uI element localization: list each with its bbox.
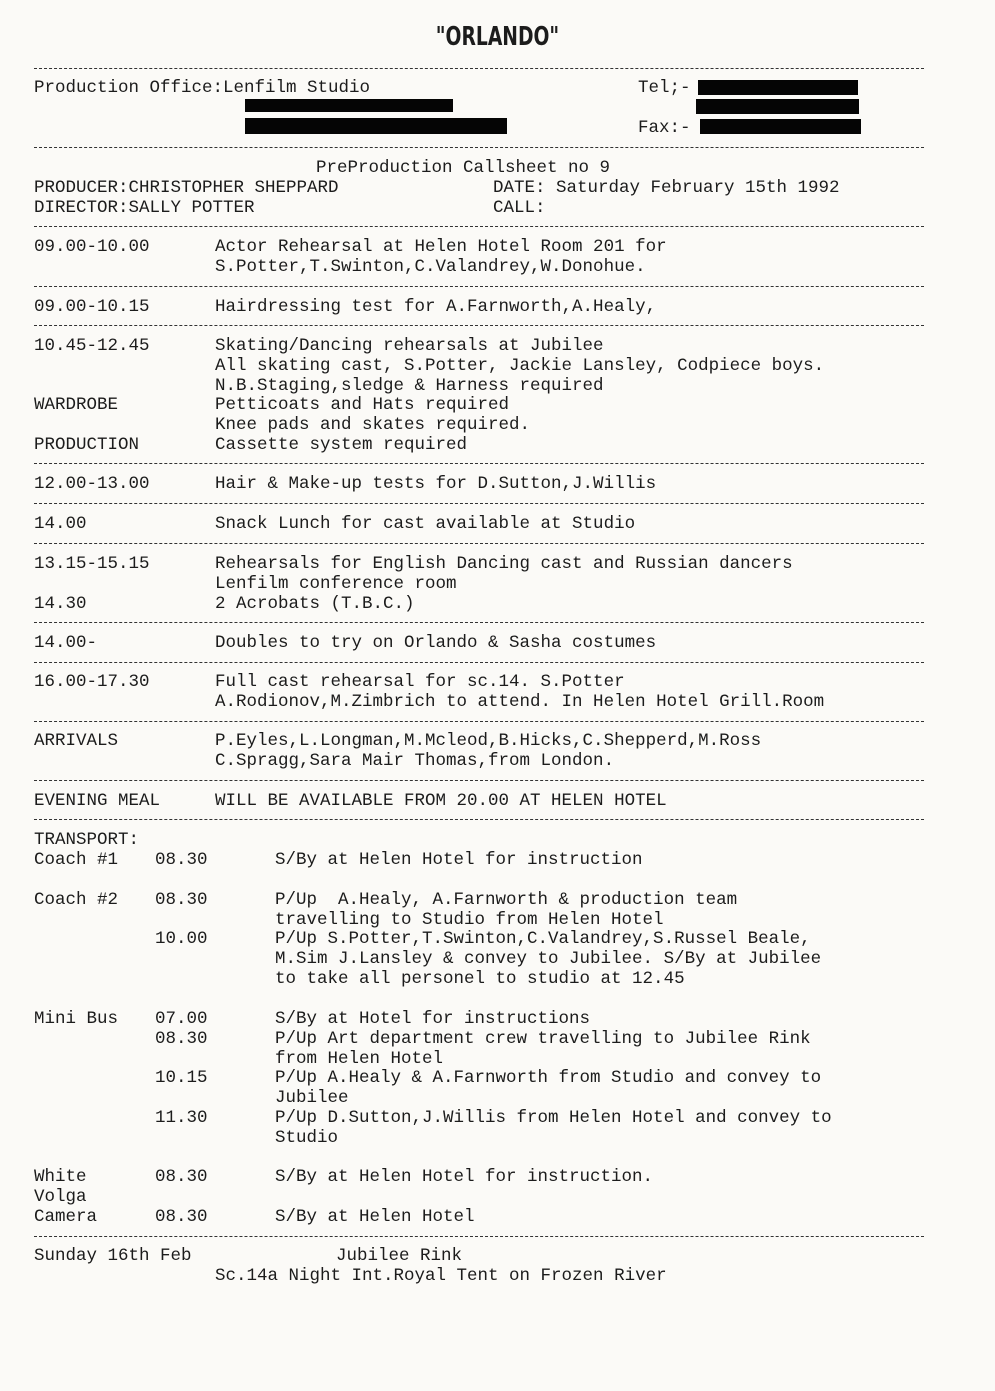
production-office: Production Office:Lenfilm Studio <box>34 78 371 98</box>
transport-time: 08.30 <box>155 890 208 910</box>
divider <box>34 622 924 623</box>
transport-time: 10.15 <box>155 1068 208 1088</box>
schedule-time: 16.00-17.30 <box>34 672 150 692</box>
schedule-line: Doubles to try on Orlando & Sasha costumes <box>215 633 657 653</box>
transport-time: 08.30 <box>155 1167 208 1187</box>
transport-line: P/Up S.Potter,T.Swinton,C.Valandrey,S.Russel Beale, <box>275 929 811 949</box>
transport-line: Studio <box>275 1128 339 1148</box>
schedule-line: Full cast rehearsal for sc.14. S.Potter <box>215 672 625 692</box>
transport-line: S/By at Helen Hotel for instruction. <box>275 1167 654 1187</box>
schedule-line: S.Potter,T.Swinton,C.Valandrey,W.Donohue. <box>215 257 646 277</box>
transport-time: 08.30 <box>155 1029 208 1049</box>
schedule-line: Cassette system required <box>215 435 468 455</box>
schedule-line: Hairdressing test for A.Farnworth,A.Healy, <box>215 297 657 317</box>
redaction-bar <box>696 99 859 114</box>
transport-line: P/Up A.Healy & A.Farnworth from Studio and convey to <box>275 1068 822 1088</box>
redaction-bar <box>245 99 453 112</box>
schedule-time: 09.00-10.15 <box>34 297 150 317</box>
transport-heading: TRANSPORT: <box>34 830 140 850</box>
producer: PRODUCER:CHRISTOPHER SHEPPARD <box>34 178 339 198</box>
schedule-line: P.Eyles,L.Longman,M.Mcleod,B.Hicks,C.Shepperd,M.Ross <box>215 731 762 751</box>
callsheet-title: PreProduction Callsheet no 9 <box>316 158 611 178</box>
divider <box>34 325 924 326</box>
redaction-bar <box>700 119 861 134</box>
next-location: Jubilee Rink <box>336 1246 463 1266</box>
divider <box>34 226 924 227</box>
schedule-line: N.B.Staging,sledge & Harness required <box>215 376 604 396</box>
schedule-time: 13.15-15.15 <box>34 554 150 574</box>
transport-time: 08.30 <box>155 850 208 870</box>
schedule-line: Skating/Dancing rehearsals at Jubilee <box>215 336 604 356</box>
transport-line: Jubilee <box>275 1088 349 1108</box>
schedule-time: 14.00- <box>34 633 98 653</box>
schedule-line: Hair & Make-up tests for D.Sutton,J.Willis <box>215 474 657 494</box>
tel-label: Tel;- <box>638 78 691 98</box>
divider <box>34 662 924 663</box>
schedule-line: Snack Lunch for cast available at Studio <box>215 514 636 534</box>
divider <box>34 543 924 544</box>
transport-line: P/Up Art department crew travelling to Jubilee Rink <box>275 1029 811 1049</box>
transport-line: M.Sim J.Lansley & convey to Jubilee. S/By at Jubilee <box>275 949 822 969</box>
transport-line: P/Up A.Healy, A.Farnworth & production team <box>275 890 738 910</box>
transport-line: S/By at Helen Hotel for instruction <box>275 850 643 870</box>
schedule-time: ARRIVALS <box>34 731 119 751</box>
divider <box>34 68 924 69</box>
transport-line: S/By at Helen Hotel <box>275 1207 475 1227</box>
schedule-time: 14.00 <box>34 514 87 534</box>
vehicle: Coach #2 <box>34 890 119 910</box>
divider <box>34 819 924 820</box>
schedule-line: Actor Rehearsal at Helen Hotel Room 201 for <box>215 237 667 257</box>
fax-label: Fax:- <box>638 118 691 138</box>
schedule-line: 2 Acrobats (T.B.C.) <box>215 594 415 614</box>
vehicle: Mini Bus <box>34 1009 119 1029</box>
schedule-line: Lenfilm conference room <box>215 574 457 594</box>
schedule-time: 10.45-12.45 <box>34 336 150 356</box>
vehicle: Volga <box>34 1187 87 1207</box>
divider <box>34 147 924 148</box>
vehicle: Coach #1 <box>34 850 119 870</box>
schedule-line: WILL BE AVAILABLE FROM 20.00 AT HELEN HOTEL <box>215 791 667 811</box>
divider <box>34 463 924 464</box>
document-title: "ORLANDO" <box>435 22 560 52</box>
divider <box>34 721 924 722</box>
director: DIRECTOR:SALLY POTTER <box>34 198 255 218</box>
schedule-line: Rehearsals for English Dancing cast and Russian dancers <box>215 554 793 574</box>
schedule-time: 12.00-13.00 <box>34 474 150 494</box>
divider <box>34 286 924 287</box>
transport-line: P/Up D.Sutton,J.Willis from Helen Hotel and convey to <box>275 1108 832 1128</box>
redaction-bar <box>245 118 507 134</box>
next-day: Sunday 16th Feb <box>34 1246 192 1266</box>
transport-time: 07.00 <box>155 1009 208 1029</box>
transport-time: 11.30 <box>155 1108 208 1128</box>
production-label: PRODUCTION <box>34 435 140 455</box>
wardrobe-label: WARDROBE <box>34 395 119 415</box>
vehicle: White <box>34 1167 87 1187</box>
next-scene: Sc.14a Night Int.Royal Tent on Frozen River <box>215 1266 667 1286</box>
redaction-bar <box>698 80 858 95</box>
date: DATE: Saturday February 15th 1992 <box>493 178 840 198</box>
divider <box>34 503 924 504</box>
schedule-line: C.Spragg,Sara Mair Thomas,from London. <box>215 751 615 771</box>
transport-line: to take all personel to studio at 12.45 <box>275 969 685 989</box>
transport-line: from Helen Hotel <box>275 1049 444 1069</box>
vehicle: Camera <box>34 1207 98 1227</box>
schedule-line: All skating cast, S.Potter, Jackie Lansley, Codpiece boys. <box>215 356 825 376</box>
call: CALL: <box>493 198 546 218</box>
schedule-time: 09.00-10.00 <box>34 237 150 257</box>
divider <box>34 1236 924 1237</box>
schedule-time: EVENING MEAL <box>34 791 161 811</box>
transport-time: 08.30 <box>155 1207 208 1227</box>
schedule-line: Knee pads and skates required. <box>215 415 531 435</box>
transport-line: travelling to Studio from Helen Hotel <box>275 910 664 930</box>
divider <box>34 780 924 781</box>
schedule-line: A.Rodionov,M.Zimbrich to attend. In Helen Hotel Grill.Room <box>215 692 825 712</box>
transport-time: 10.00 <box>155 929 208 949</box>
schedule-time: 14.30 <box>34 594 87 614</box>
schedule-line: Petticoats and Hats required <box>215 395 510 415</box>
transport-line: S/By at Hotel for instructions <box>275 1009 591 1029</box>
